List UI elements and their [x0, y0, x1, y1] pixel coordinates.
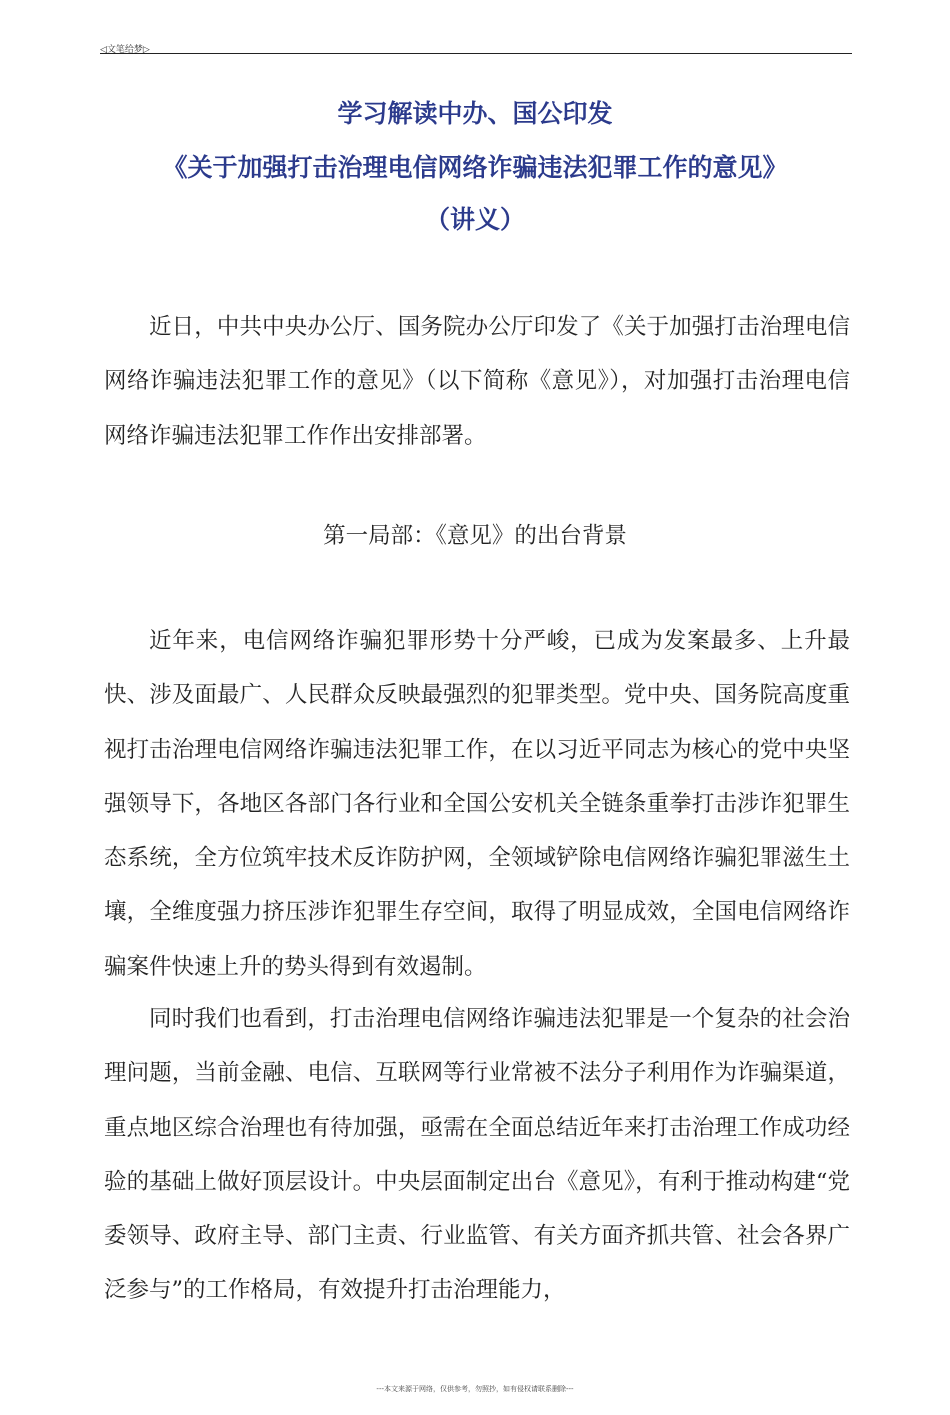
background-paragraph-2: 同时我们也看到，打击治理电信网络诈骗违法犯罪是一个复杂的社会治理问题，当前金融、电信、互联网等行业常被不法分子利用作为诈骗渠道，重点地区综合治理也有待加强，亟需在全面总结近年来打击治理工作成功经验的基础上做好顶层设计。中央层面制定出台《意见》，有利于推动构建“党委领导、政府主导、部门主责、行业监管、有关方面齐抓共管、社会各界广泛参与”的工作格局，有效提升打击治理能力， [104, 1006, 850, 1304]
page-footer: ---本文来源于网络，仅供参考，勿照抄，如有侵权请联系删除--- [376, 1385, 574, 1393]
background-paragraph-1: 近年来，电信网络诈骗犯罪形势十分严峻，已成为发案最多、上升最快、涉及面最广、人民群众反映最强烈的犯罪类型。党中央、国务院高度重视打击治理电信网络诈骗违法犯罪工作，在以习近平同志为核心的党中央坚强领导下，各地区各部门各行业和全国公安机关全链条重拳打击涉诈犯罪生态系统，全方位筑牢技术反诈防护网，全领域铲除电信网络诈骗犯罪滋生土壤，全维度强力挤压涉诈犯罪生存空间，取得了明显成效，全国电信网络诈骗案件快速上升的势头得到有效遏制。 [104, 628, 850, 980]
title-line-3: （讲义） [424, 205, 525, 234]
intro-paragraph: 近日，中共中央办公厅、国务院办公厅印发了《关于加强打击治理电信网络诈骗违法犯罪工作的意见》（以下简称《意见》），对加强打击治理电信网络诈骗违法犯罪工作作出安排部署。 [104, 314, 850, 449]
title-line-2: 《关于加强打击治理电信网络诈骗违法犯罪工作的意见》 [162, 153, 788, 182]
page-header: ◁文笔给梦▷ [100, 45, 150, 55]
header-divider [100, 53, 852, 54]
title-line-1: 学习解读中办、国公印发 [337, 99, 613, 128]
section-heading: 第一局部：《意见》的出台背景 [323, 523, 627, 549]
